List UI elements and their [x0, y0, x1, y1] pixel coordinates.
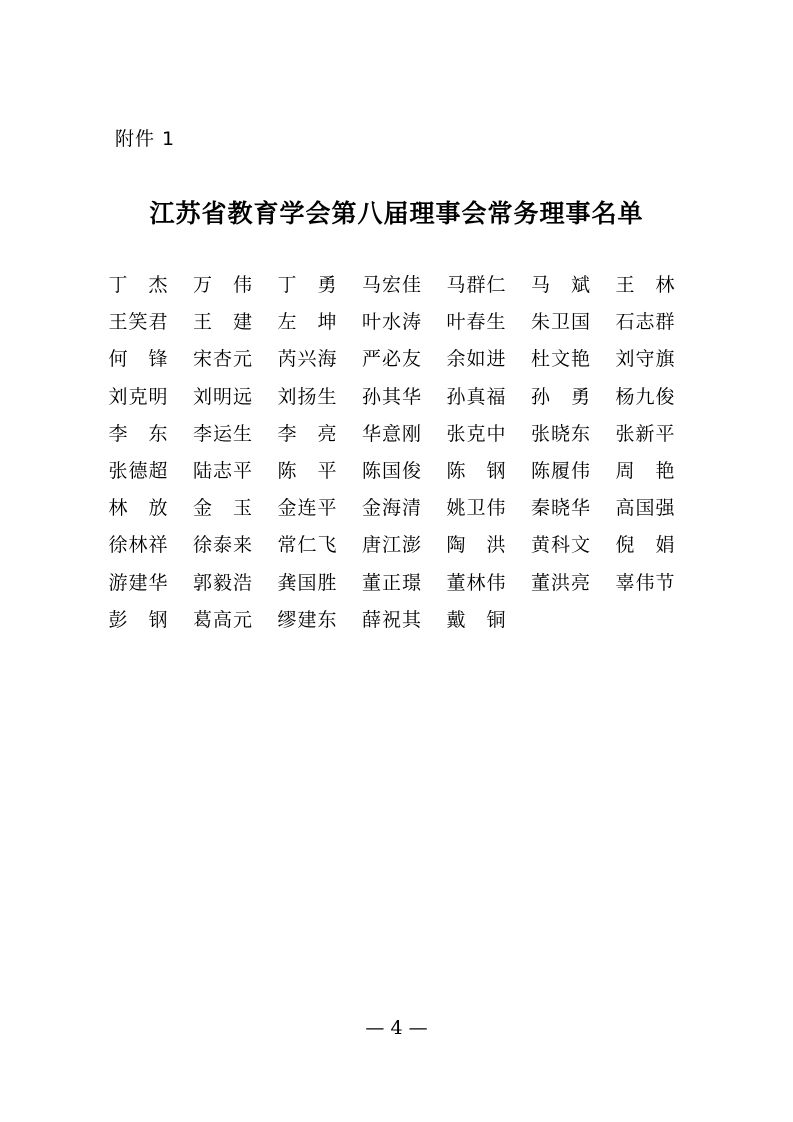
member-name: 姚卫伟	[446, 497, 506, 520]
member-name: 刘克明	[108, 385, 168, 408]
member-name: 唐江澎	[361, 534, 421, 557]
names-row	[108, 605, 708, 642]
member-name: 董林伟	[446, 571, 506, 594]
member-name: 辜伟节	[615, 571, 675, 594]
member-name: 张克中	[446, 422, 506, 445]
member-name: 金 玉	[192, 497, 252, 520]
member-name: 徐泰来	[192, 534, 252, 557]
member-name: 张新平	[615, 422, 675, 445]
names-row	[108, 382, 708, 419]
member-name: 林 放	[108, 497, 168, 520]
names-row	[108, 307, 708, 344]
member-name: 马宏佳	[361, 274, 421, 296]
member-name: 郭毅浩	[192, 571, 252, 594]
names-row	[108, 344, 708, 381]
names-row	[108, 270, 708, 307]
member-name: 李 亮	[277, 422, 337, 445]
member-name: 王笑君	[108, 311, 168, 334]
member-name: 刘明远	[192, 385, 252, 408]
names-row	[108, 419, 708, 456]
member-name: 杨九俊	[615, 385, 675, 408]
member-name: 何 锋	[108, 348, 168, 371]
member-name: 常仁飞	[277, 534, 337, 557]
member-name: 孙其华	[361, 385, 421, 408]
member-name: 芮兴海	[277, 348, 337, 371]
member-name: 陈 平	[277, 459, 337, 482]
member-name: 孙 勇	[530, 385, 590, 408]
attachment-label: 附件 1	[115, 128, 176, 150]
member-name: 黄科文	[530, 534, 590, 557]
names-list	[108, 270, 708, 642]
member-name: 高国强	[615, 497, 675, 520]
names-row	[108, 493, 708, 530]
document-title: 江苏省教育学会第八届理事会常务理事名单	[149, 199, 644, 228]
member-name: 王 林	[615, 274, 675, 296]
member-name: 董正璟	[361, 571, 421, 594]
member-name: 周 艳	[615, 459, 675, 482]
member-name: 丁 杰	[108, 274, 168, 296]
member-name: 李 东	[108, 422, 168, 445]
member-name: 杜文艳	[530, 348, 590, 371]
member-name: 严必友	[361, 348, 421, 371]
member-name: 戴 铜	[446, 608, 506, 631]
member-name: 张晓东	[530, 422, 590, 445]
member-name: 金海清	[361, 497, 421, 520]
member-name: 陈 钢	[446, 459, 506, 482]
member-name: 叶春生	[446, 311, 506, 334]
member-name: 陈国俊	[361, 459, 421, 482]
member-name: 石志群	[615, 311, 675, 334]
member-name: 叶水涛	[361, 311, 421, 334]
member-name: 游建华	[108, 571, 168, 594]
member-name: 万 伟	[192, 274, 252, 296]
member-name: 丁 勇	[277, 274, 337, 296]
member-name: 华意刚	[361, 422, 421, 445]
member-name: 葛高元	[192, 608, 252, 631]
member-name: 刘守旗	[615, 348, 675, 371]
member-name: 董洪亮	[530, 571, 590, 594]
member-name: 倪 娟	[615, 534, 675, 557]
member-name: 陈履伟	[530, 459, 590, 482]
member-name: 薛祝其	[361, 608, 421, 631]
member-name: 王 建	[192, 311, 252, 334]
member-name: 宋杏元	[192, 348, 252, 371]
member-name: 刘扬生	[277, 385, 337, 408]
member-name: 秦晓华	[530, 497, 590, 520]
member-name: 张德超	[108, 459, 168, 482]
member-name: 马 斌	[530, 274, 590, 296]
member-name: 徐林祥	[108, 534, 168, 557]
names-row	[108, 530, 708, 567]
member-name: 缪建东	[277, 608, 337, 631]
member-name: 彭 钢	[108, 608, 168, 631]
member-name: 陶 洪	[446, 534, 506, 557]
names-row	[108, 456, 708, 493]
member-name: 李运生	[192, 422, 252, 445]
member-name: 孙真福	[446, 385, 506, 408]
member-name: 龚国胜	[277, 571, 337, 594]
names-row	[108, 568, 708, 605]
member-name: 陆志平	[192, 459, 252, 482]
member-name: 余如进	[446, 348, 506, 371]
member-name: 左 坤	[277, 311, 337, 334]
member-name: 金连平	[277, 497, 337, 520]
member-name: 马群仁	[446, 274, 506, 296]
page-number: — 4 —	[365, 1017, 428, 1039]
member-name: 朱卫国	[530, 311, 590, 334]
